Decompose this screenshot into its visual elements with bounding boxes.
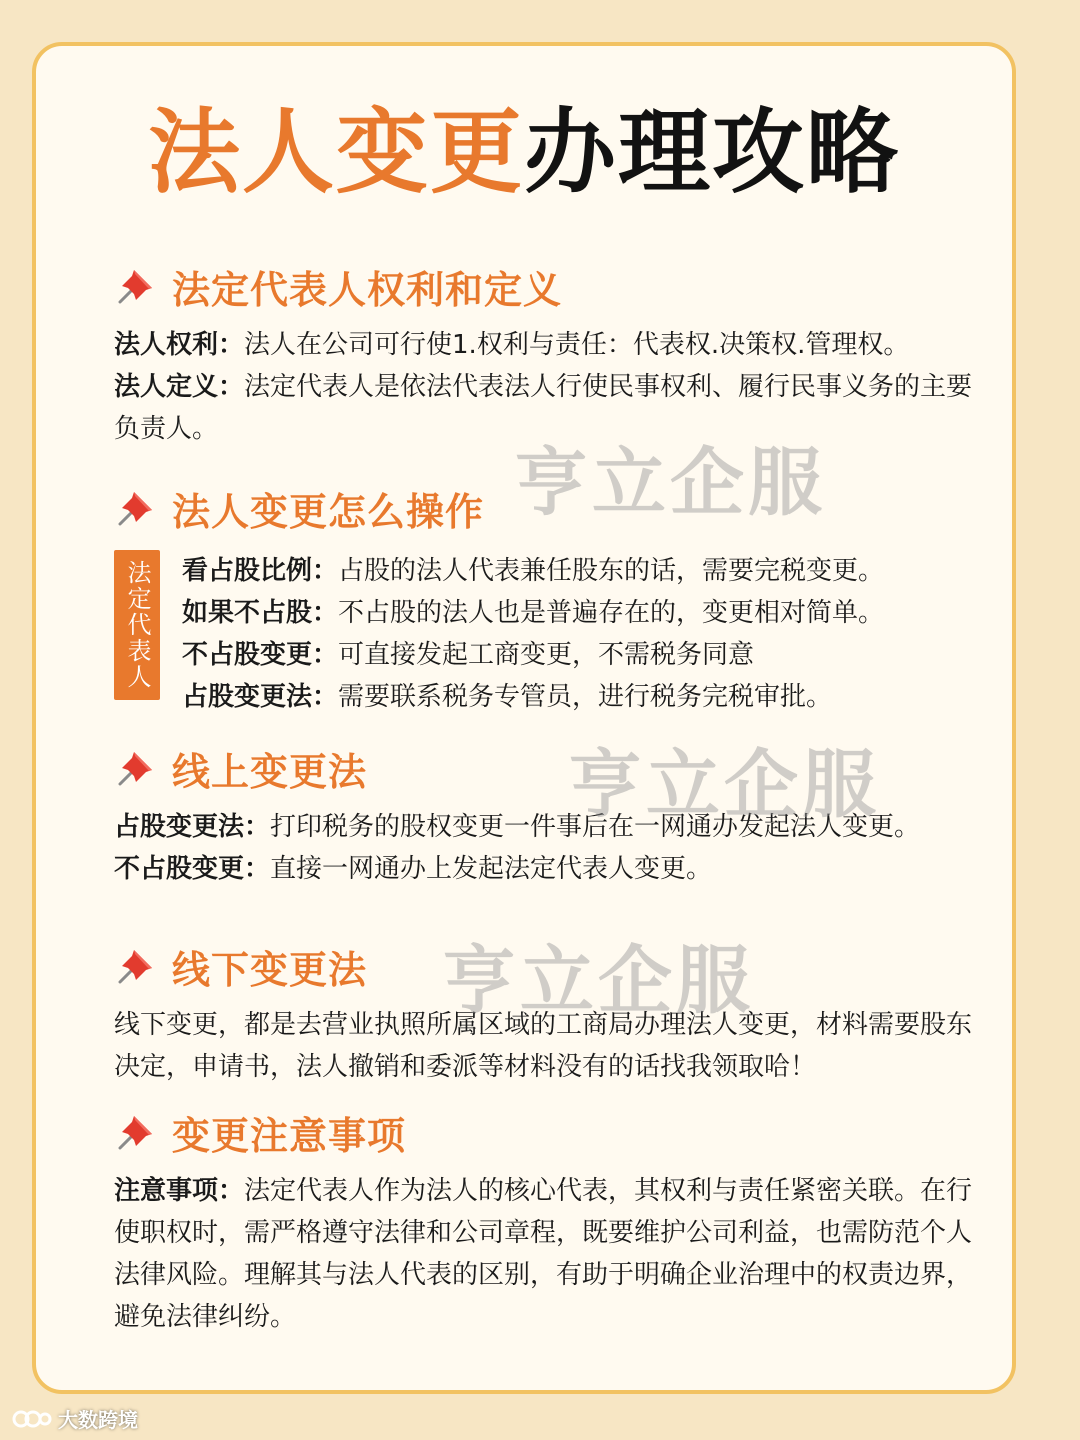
list-item [182, 592, 884, 634]
pushpin-icon [114, 746, 158, 790]
list-item [114, 324, 994, 366]
watermark: 亨立企服 [568, 742, 880, 828]
section-online [114, 740, 994, 890]
page-title-main: 办理攻略 [524, 99, 901, 206]
item-label: 法人权利： [114, 330, 245, 360]
item-text: 法定代表人是依法代表法人行使民事权利、履行民事义务的主要负责人。 [114, 372, 973, 444]
pushpin-icon [114, 486, 158, 530]
pushpin-icon [114, 944, 158, 988]
page-title [36, 99, 1012, 206]
section-definition [114, 258, 994, 450]
page-title-highlight: 法人变更 [147, 99, 524, 206]
item-label: 不占股变更： [114, 854, 271, 884]
list-item [182, 676, 884, 718]
list-item [114, 1170, 994, 1338]
footer-brand-text: 大数跨境 [58, 1408, 138, 1432]
section-body [114, 550, 994, 718]
list-item [114, 848, 994, 890]
section-title: 线下变更法 [172, 947, 368, 992]
item-label: 注意事项： [114, 1176, 245, 1206]
item-text: 可直接发起工商变更，不需税务同意 [338, 640, 755, 670]
list-item [114, 366, 994, 450]
section-header [114, 740, 994, 796]
list-item [182, 550, 884, 592]
section-header [114, 1104, 994, 1160]
pushpin-icon [114, 1110, 158, 1154]
section-operation [114, 480, 994, 718]
paragraph: 线下变更，都是去营业执照所属区域的工商局办理法人变更，材料需要股东决定，申请书，法人撤销和委派等材料没有的话找我领取哈！ [114, 1010, 973, 1082]
section-body [114, 1004, 994, 1088]
item-label: 占股变更法： [114, 812, 271, 842]
section-header [114, 258, 994, 314]
content-card [32, 42, 1016, 1394]
brand-logo-icon [12, 1407, 52, 1431]
section-header [114, 480, 994, 536]
item-text: 占股的法人代表兼任股东的话，需要完税变更。 [338, 556, 885, 586]
item-label: 看占股比例： [182, 556, 339, 586]
item-text: 直接一网通办上发起法定代表人变更。 [270, 854, 713, 884]
item-label: 占股变更法： [182, 682, 339, 712]
watermark: 亨立企服 [514, 440, 826, 526]
section-notes [114, 1104, 994, 1338]
section-title: 法定代表人权利和定义 [172, 267, 563, 312]
section-title: 变更注意事项 [172, 1113, 407, 1158]
item-text: 法定代表人作为法人的核心代表，其权利与责任紧密关联。在行使职权时，需严格遵守法律和公司章程，既要维护公司利益，也需防范个人法律风险。理解其与法人代表的区别，有助于明确企业治理中的权责边界，避免法律纠纷。 [114, 1176, 973, 1332]
vertical-badge: 法定代表人 [114, 550, 160, 700]
watermark: 亨立企服 [442, 938, 754, 1024]
item-label: 法人定义： [114, 372, 245, 402]
item-label: 如果不占股： [182, 598, 339, 628]
section-offline [114, 938, 994, 1088]
item-text: 法人在公司可行使1.权利与责任：代表权.决策权.管理权。 [244, 330, 910, 360]
footer-brand [12, 1404, 138, 1433]
section-title: 法人变更怎么操作 [172, 489, 485, 534]
section-header [114, 938, 994, 994]
section-body [114, 1170, 994, 1338]
item-text: 打印税务的股权变更一件事后在一网通办发起法人变更。 [270, 812, 921, 842]
item-label: 不占股变更： [182, 640, 339, 670]
item-list [182, 550, 884, 718]
item-text: 不占股的法人也是普遍存在的，变更相对简单。 [338, 598, 885, 628]
item-text: 需要联系税务专管员，进行税务完税审批。 [338, 682, 833, 712]
section-body [114, 324, 994, 450]
list-item [182, 634, 884, 676]
section-title: 线上变更法 [172, 749, 368, 794]
list-item [114, 806, 994, 848]
pushpin-icon [114, 264, 158, 308]
section-body [114, 806, 994, 890]
